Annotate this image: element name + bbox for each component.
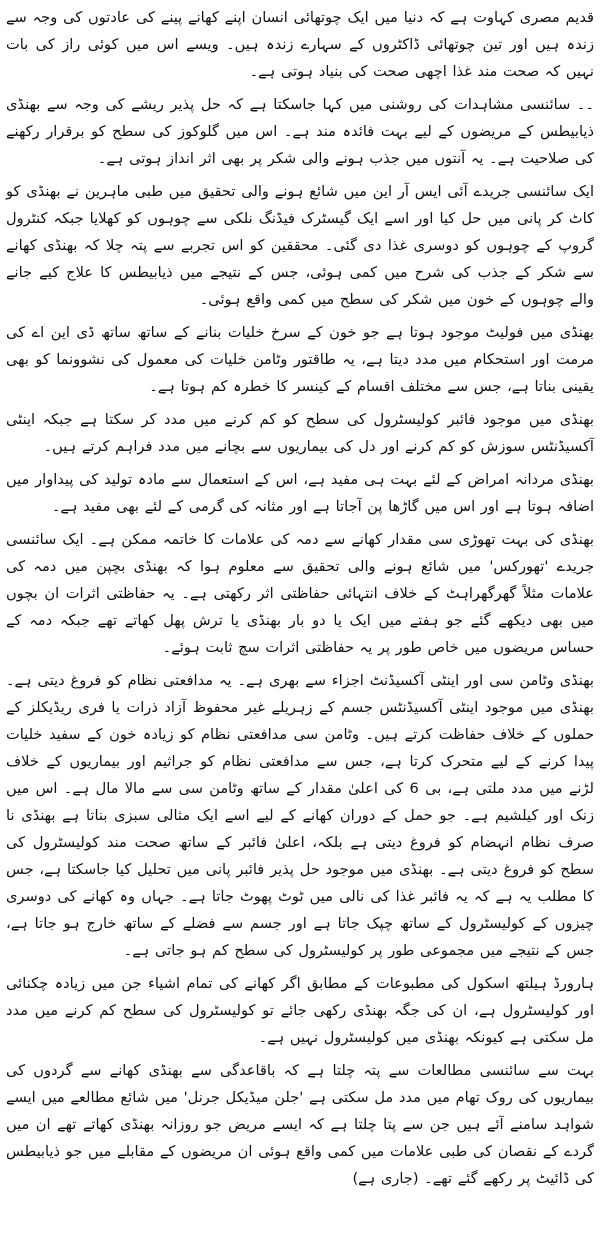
paragraph-asthma: بھنڈی کی بہت تھوڑی سی مقدار کھانے سے دمہ کی علامات کا خاتمہ ممکن ہے۔ ایک سائنسی جریدے 'تھورکس' میں شائع ہونے والی تحقیق سے معلوم ہوا کہ بھنڈی بچپن میں دمہ کی علامات مثلاً گھرگھراہٹ کے خلاف انتہائی حفاظتی اثر رکھتی ہے۔ یہ حفاظتی اثرات ان بچوں میں بھی دیکھے گئے جو ہفتے میں ایک یا دو بار بھنڈی یا ترش پھل کھاتے تھے جبکہ دمہ کے حساس مریضوں میں خاص طور پر یہ حفاظتی اثرات سچ ثابت ہوئے۔: [6, 531, 594, 656]
paragraph-research-rats: ایک سائنسی جریدے آئی ایس آر این میں شائع ہونے والی تحقیق میں طبی ماہرین نے بھنڈی کو کاٹ کر پانی میں حل کیا اور اسے ایک گیسٹرک فیڈنگ نلکی سے چوہوں کو کھلایا جبکہ کنٹرول گروپ کے چوہوں کو دوسری غذا دی گئی۔ محققین کو اس تجربے سے پتہ چلا کہ بھنڈی کھانے سے شکر کے جذب کی شرح میں کمی ہوئی، جس کے نتیجے میں ذیابیطس کا علاج کیے جانے والے چوہوں کے خون میں شکر کی سطح میں کمی واقع ہوئی۔: [6, 183, 594, 308]
paragraph-immunity: بھنڈی وٹامن سی اور اینٹی آکسیڈنٹ اجزاء سے بھری ہے۔ یہ مدافعتی نظام کو فروغ دیتی ہے۔ بھنڈی میں موجود اینٹی آکسیڈنٹس جسم کے زہریلے غیر محفوظ آزاد ذرات یا فری ریڈیکلز کے حملوں کے خلاف حفاظت کرتے ہیں۔ وٹامن سی مدافعتی نظام کو زیادہ خون کے سفید خلیات پیدا کرنے کے لیے متحرک کرتا ہے، جس سے مدافعتی نظام کو جراثیم اور بیماریوں کے خلاف لڑنے میں مدد ملتی ہے، بی 6 کی اعلیٰ مقدار کے ساتھ وٹامن سی سے مالا مال ہے۔ اس میں زنک اور کیلشیم ہے۔ جو حمل کے دوران کھانے کے لیے اسے ایک مثالی سبزی بناتا ہے بھنڈی نا صرف نظام انہضام کو فروغ دیتی ہے بلکہ، اعلیٰ فائبر کے ساتھ صحت مند کولیسٹرول کی سطح کو فروغ دیتی ہے۔ بھنڈی میں موجود حل پذیر فائبر پانی میں تحلیل کیا جاسکتا ہے، جس کا مطلب یہ ہے کہ یہ فائبر غذا کی نالی میں ٹوٹ پھوٹ جاتا ہے۔ جہاں وہ کھانے کی دوسری چیزوں کے کولیسٹرول کے ساتھ چپک جاتا ہے اور جسم سے فضلے کے ساتھ خارج ہو جاتا ہے، جس کے نتیجے میں مجموعی طور پر کولیسٹرول کی سطح کم ہو جاتی ہے۔: [6, 672, 594, 959]
paragraph-harvard: ہارورڈ ہیلتھ اسکول کی مطبوعات کے مطابق اگر کھانے کی تمام اشیاء جن میں زیادہ چکنائی اور کولیسٹرول ہے، ان کی جگہ بھنڈی رکھی جائے تو کولیسٹرول کی سطح کم کرنے میں مدد مل سکتی ہے کیونکہ بھنڈی میں کولیسٹرول نہیں ہے۔: [6, 975, 594, 1046]
paragraph-intro: قدیم مصری کہاوت ہے کہ دنیا میں ایک چوتھائی انسان اپنے کھانے پینے کی عادتوں کی وجہ سے زندہ ہیں اور تین چوتھائی ڈاکٹروں کے سہارے زندہ ہیں۔ ویسے اس میں کوئی راز کی بات نہیں کہ صحت مند غذا اچھی صحت کی بنیاد ہوتی ہے۔: [6, 9, 594, 80]
paragraph-cholesterol-heart: بھنڈی میں موجود فائبر کولیسٹرول کی سطح کو کم کرنے میں مدد کر سکتا ہے جبکہ اینٹی آکسیڈنٹس سوزش کو کم کرنے اور دل کی بیماریوں سے بچانے میں مدد فراہم کرتے ہیں۔: [6, 411, 594, 455]
paragraph-diabetes: ۔۔ سائنسی مشاہدات کی روشنی میں کہا جاسکتا ہے کہ حل پذیر ریشے کی وجہ سے بھنڈی ذیابیطس کے مریضوں کے لیے بہت فائدہ مند ہے۔ اس میں گلوکوز کی سطح کو برقرار رکھنے کی صلاحیت ہے۔ یہ آنتوں میں جذب ہونے والی شکر پر بھی اثر انداز ہوتی ہے۔: [6, 96, 594, 167]
paragraph-folate: بھنڈی میں فولیٹ موجود ہوتا ہے جو خون کے سرخ خلیات بنانے کے ساتھ ساتھ ڈی این اے کی مرمت اور استحکام میں مدد دیتا ہے، یہ طاقتور وٹامن خلیات کی معمول کی نشوونما کو بھی یقینی بناتا ہے، جس سے مختلف اقسام کے کینسر کا خطرہ کم ہوتا ہے۔: [6, 324, 594, 395]
paragraph-mens-health: بھنڈی مردانہ امراض کے لئے بہت ہی مفید ہے، اس کے استعمال سے مادہ تولید کی پیداوار میں اضافہ ہوتا ہے اور اس میں گاڑھا پن آجاتا ہے اور مثانہ کی گرمی کے لئے بھی مفید ہے۔: [6, 471, 594, 515]
paragraph-kidney: بہت سے سائنسی مطالعات سے پتہ چلتا ہے کہ باقاعدگی سے بھنڈی کھانے سے گردوں کی بیماریوں کی روک تھام میں مدد مل سکتی ہے 'جلن میڈیکل جرنل' میں شائع مطالعے میں ایسے شواہد سامنے آئے ہیں جن سے پتا چلتا ہے کہ ایسے مریض جو روزانہ بھنڈی کھاتے تھے ان میں گردے کے نقصان کی طبی علامات میں کمی واقع ہوئی ان مریضوں کے مقابلے میں جو ذیابیطس کی ڈائیٹ پر رکھے گئے تھے۔ (جاری ہے): [6, 1062, 594, 1187]
